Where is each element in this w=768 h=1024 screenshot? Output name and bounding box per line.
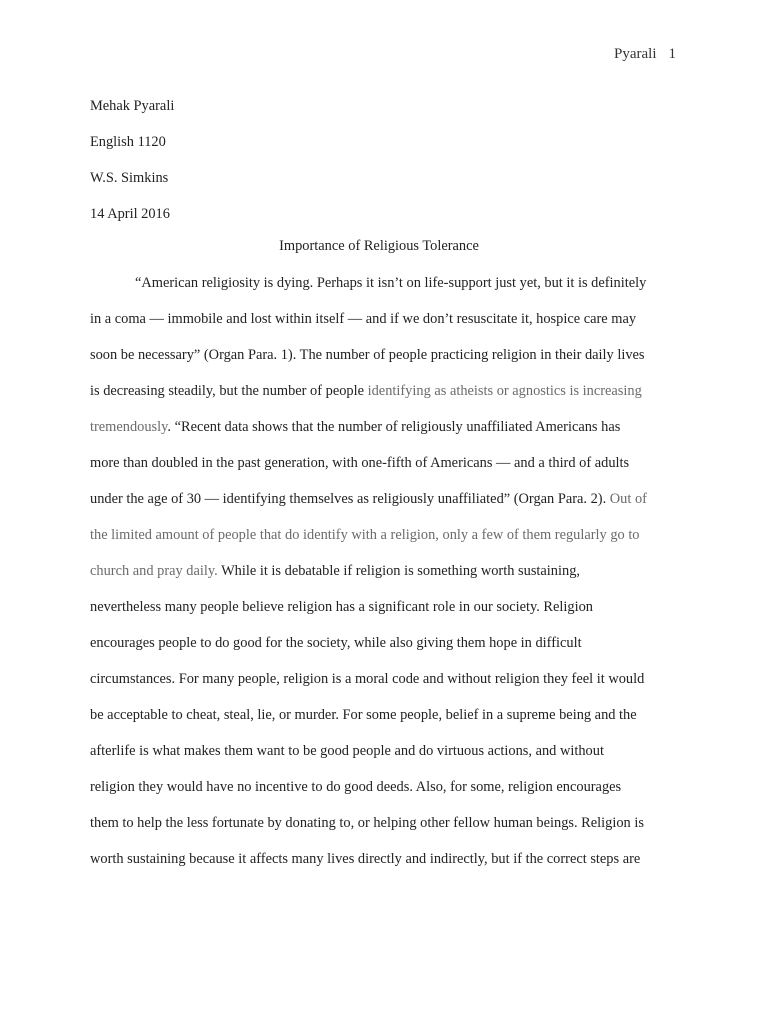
- author-name: Mehak Pyarali: [90, 98, 175, 114]
- body-line: circumstances. For many people, religion is a moral code and without religion they feel it would: [90, 671, 645, 687]
- header-surname: Pyarali: [614, 46, 657, 62]
- body-segment: is decreasing steadily, but the number of people: [90, 383, 368, 399]
- body-line: more than doubled in the past generation, with one-fifth of Americans — and a third of adults: [90, 455, 630, 471]
- body-segment-muted: tremendously: [90, 419, 168, 435]
- course-name: English 1120: [90, 134, 166, 150]
- body-segment-muted: church and pray daily.: [90, 563, 218, 579]
- body-segment: under the age of 30 — identifying themselves as religiously unaffiliated” (Organ Para. 2).: [90, 491, 607, 507]
- body-segment: While it is debatable if religion is something worth sustaining,: [217, 563, 580, 579]
- instructor-name: W.S. Simkins: [90, 170, 169, 186]
- body-line: [90, 481, 668, 517]
- body-line: the limited amount of people that do identify with a religion, only a few of them regularly go to: [90, 527, 640, 543]
- body-line: afterlife is what makes them want to be good people and do virtuous actions, and without: [90, 743, 604, 759]
- body-segment-muted: identifying as atheists or agnostics is increasing: [367, 383, 642, 399]
- body-segment: . “Recent data shows that the number of religiously unaffiliated Americans has: [167, 419, 621, 435]
- essay-body: [90, 265, 668, 877]
- body-line: [90, 373, 668, 409]
- body-line: nevertheless many people believe religion has a significant role in our society. Religion: [90, 599, 593, 615]
- page-number: 1: [668, 46, 676, 62]
- body-line: worth sustaining because it affects many lives directly and indirectly, but if the correct steps are: [90, 851, 641, 867]
- body-line: religion they would have no incentive to do good deeds. Also, for some, religion encourages: [90, 779, 622, 795]
- running-header: [614, 46, 676, 63]
- essay-date: 14 April 2016: [90, 206, 170, 222]
- body-line: encourages people to do good for the society, while also giving them hope in difficult: [90, 635, 582, 651]
- body-line: “American religiosity is dying. Perhaps it isn’t on life-support just yet, but it is definitely: [135, 275, 647, 291]
- body-line: [90, 553, 668, 589]
- body-line: [90, 409, 668, 445]
- mla-heading: [90, 88, 174, 232]
- body-segment-muted: Out of: [606, 491, 647, 507]
- body-line: soon be necessary” (Organ Para. 1). The number of people practicing religion in their daily lives: [90, 347, 645, 363]
- body-line: in a coma — immobile and lost within itself — and if we don’t resuscitate it, hospice care may: [90, 311, 637, 327]
- body-line: them to help the less fortunate by donating to, or helping other fellow human beings. Religion is: [90, 815, 644, 831]
- essay-title: Importance of Religious Tolerance: [279, 238, 479, 254]
- body-line: be acceptable to cheat, steal, lie, or murder. For some people, belief in a supreme being and the: [90, 707, 637, 723]
